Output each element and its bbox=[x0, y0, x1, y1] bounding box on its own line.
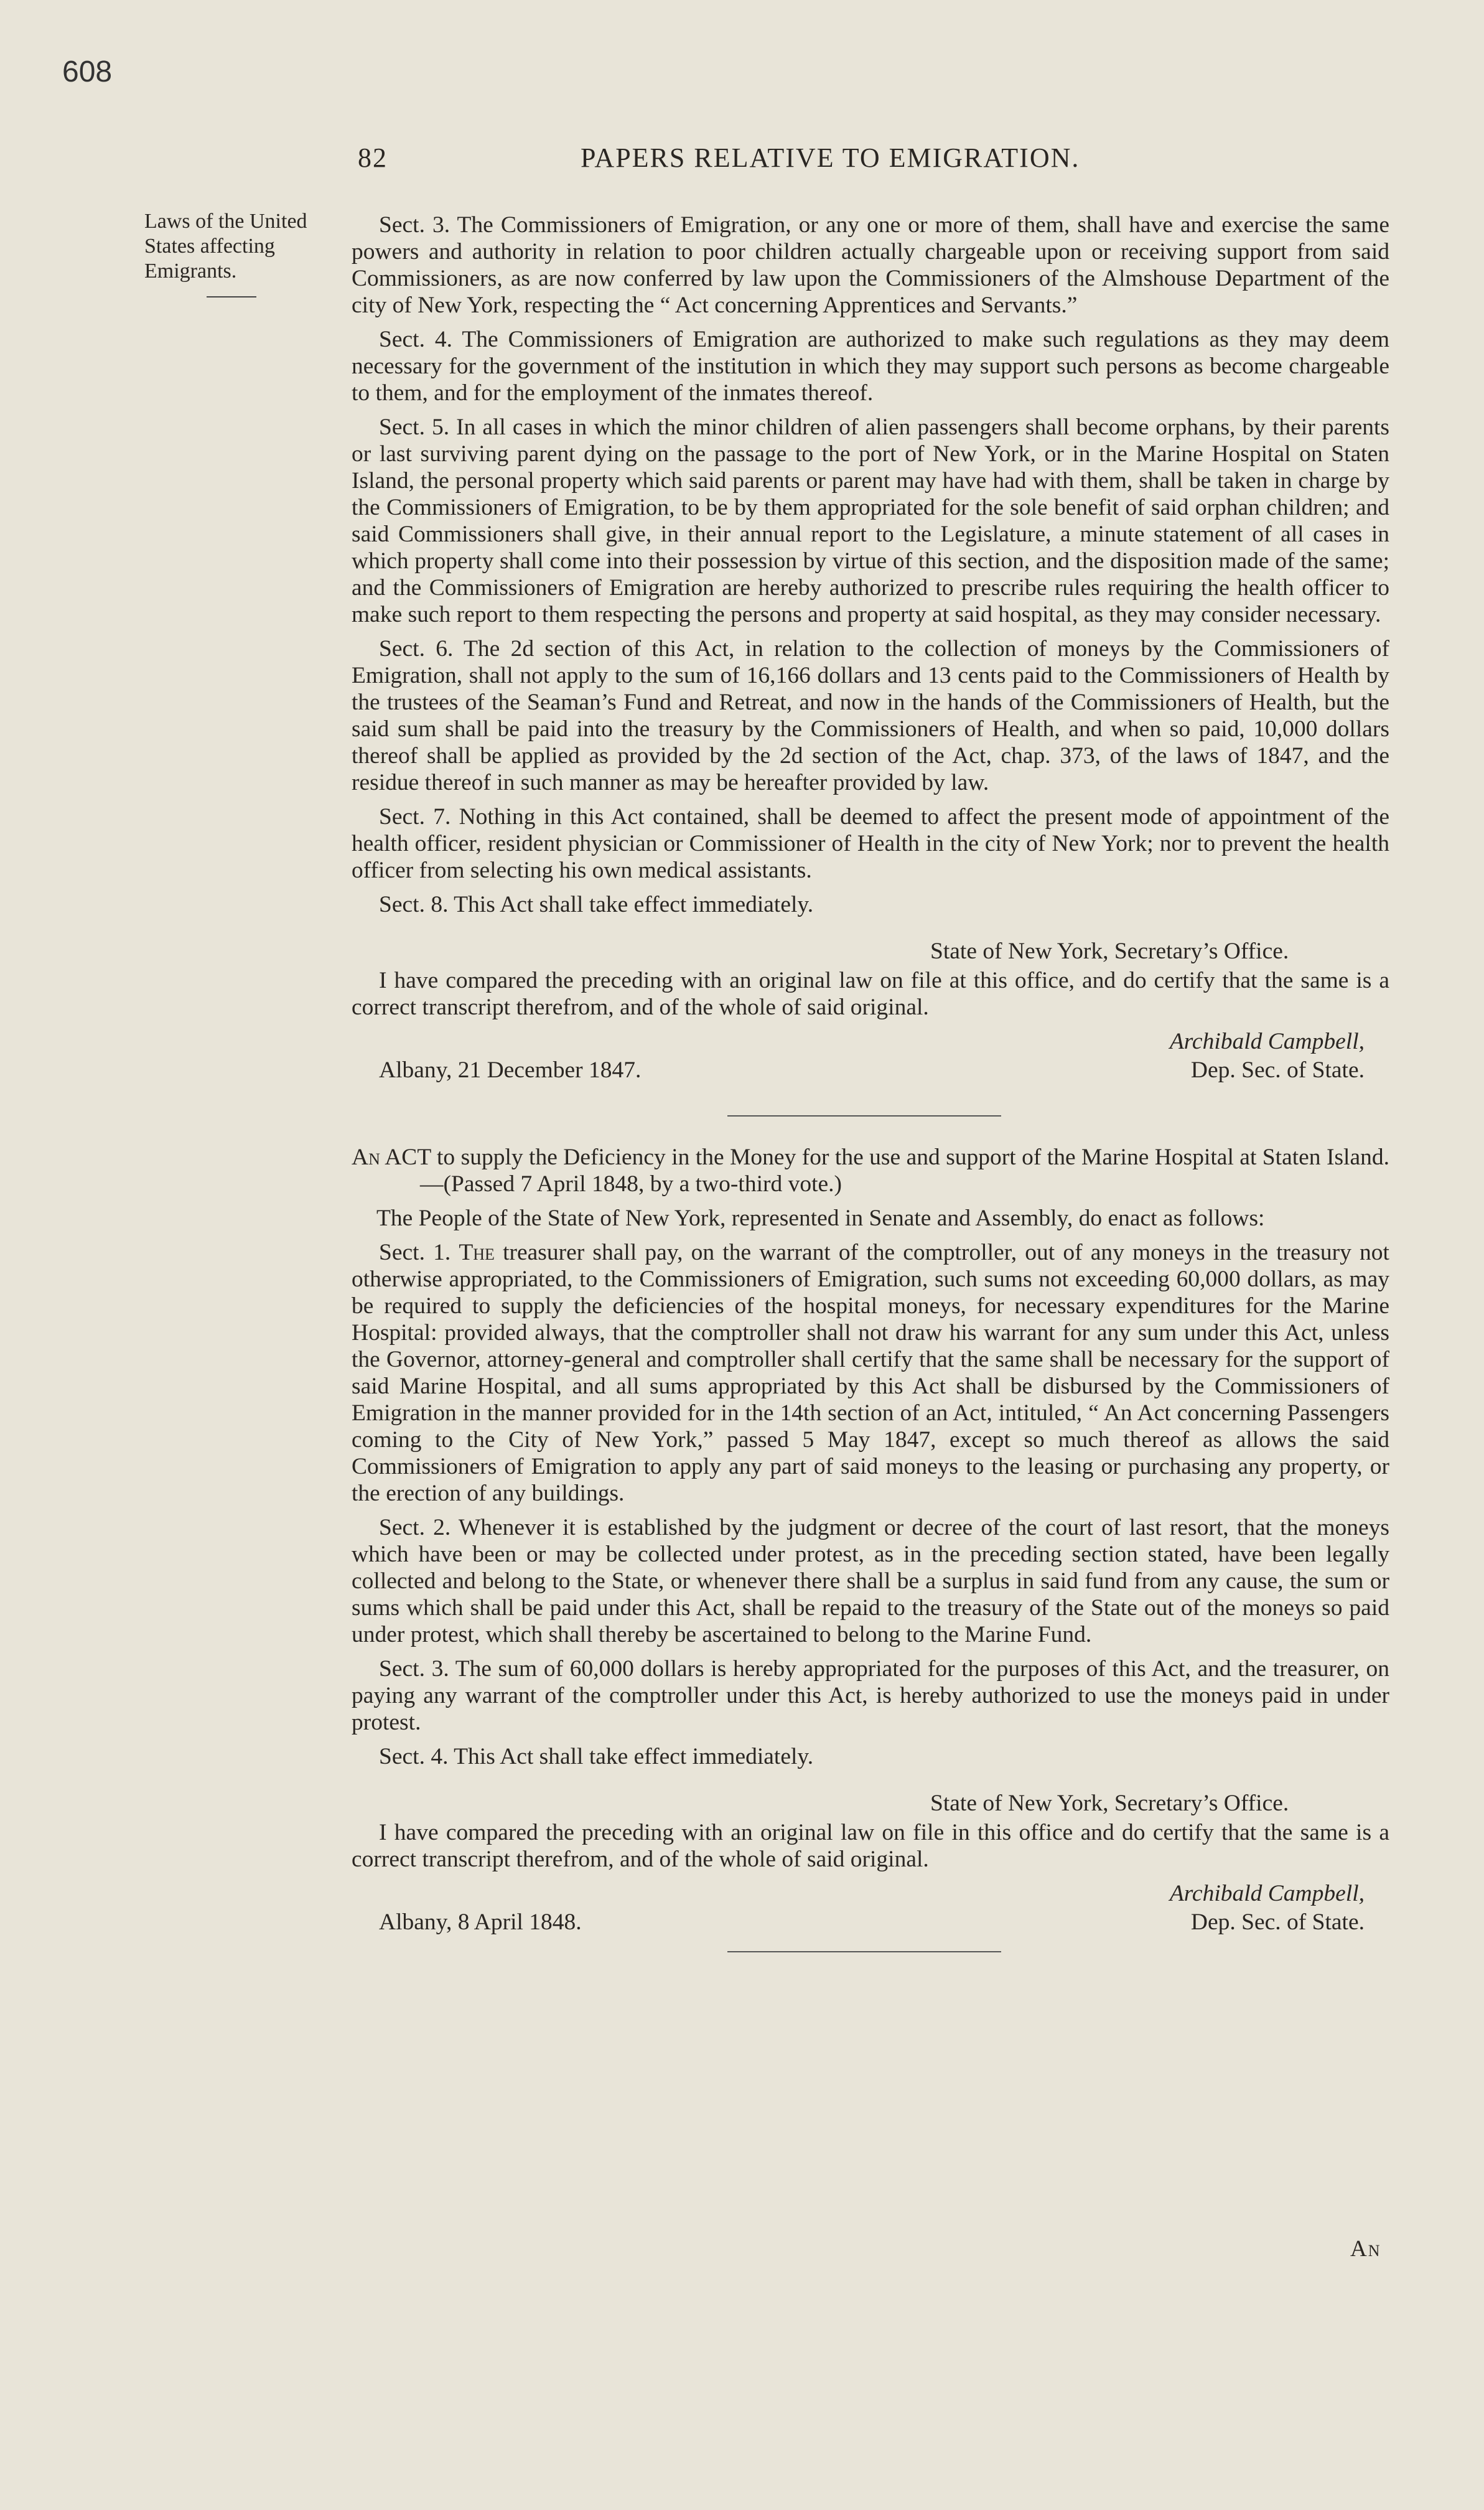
section-divider bbox=[727, 1115, 1001, 1117]
act2-section-2: Sect. 2. Whenever it is established by the judgment or decree of the court of last resort, that the moneys which have been or may be collected under protest, as in the preceding section stated, have been legally collected and belong to the State, or whenever there shall be a surplus in said fund from any cause, the sum or sums which shall be paid under this Act, shall be repaid to the treasury of the State out of the moneys so paid under protest, which shall thereby be ascertained to belong to the Marine Fund. bbox=[352, 1515, 1389, 1647]
act2-section-1-text: treasurer shall pay, on the warrant of the comptroller, out of any moneys in the treasury not otherwise appropriated, to the Commissioners of Emigration, such sums not exceeding 60,000 dollars, as may be required to supply the deficiencies of the hospital moneys, for necessary expenditures for the Marine Hospital: provided always, that the comptroller shall not draw his warrant for any sum under this Act, unless the Governor, attorney-general and comptroller shall certify that the same shall be necessary for the support of said Marine Hospital, and all sums appropriated by this Act shall be disbursed by the Commissioners of Emigration in the manner provided for in the 14th section of an Act, intituled, “ An Act concerning Passengers coming to the City of New York,” passed 5 May 1847, except so much thereof as allows the said Commissioners of Emigration to apply any part of said moneys to the leasing or purchasing any property, or the erection of any buildings. bbox=[352, 1240, 1389, 1506]
running-title: PAPERS RELATIVE TO EMIGRATION. bbox=[581, 143, 1080, 173]
margin-note-line: Emigrants. bbox=[144, 260, 237, 283]
page-number: 608 bbox=[62, 55, 113, 88]
act2-signer-title: Dep. Sec. of State. bbox=[1190, 1909, 1365, 1935]
act2-certificate-text: I have compared the preceding with an original law on file in this office and do certify that the same is a correct transcript therefrom, and of the whole of said original. bbox=[352, 1820, 1389, 1872]
act1-signature-block bbox=[352, 1028, 1389, 1087]
act1-section-8: Sect. 8. This Act shall take effect immediately. bbox=[379, 892, 814, 917]
act1-signer-title: Dep. Sec. of State. bbox=[1190, 1057, 1365, 1083]
act2-heading bbox=[352, 1144, 1389, 1197]
act2-heading-text: ACT to supply the Deficiency in the Money for the use and support of the Marine Hospital at Staten Island.—(Passed 7 April 1848, by a two-third vote.) bbox=[380, 1145, 1389, 1197]
act2-place-date: Albany, 8 April 1848. bbox=[379, 1909, 582, 1935]
act1-certificate-text: I have compared the preceding with an original law on file at this office, and do certify that the same is a correct transcript therefrom, and of the whole of said original. bbox=[352, 968, 1389, 1020]
margin-note-line: States affecting bbox=[144, 235, 275, 258]
act1-section-4: Sect. 4. The Commissioners of Emigration are authorized to make such regulations as they may deem necessary for the government of the institution in which they may support such persons as become chargeable to them, and for the employment of the inmates thereof. bbox=[352, 327, 1389, 406]
act1-section-7: Sect. 7. Nothing in this Act contained, shall be deemed to affect the present mode of appointment of the health officer, resident physician or Commissioner of Health in the city of New York; nor to prevent the health officer from selecting his own medical assistants. bbox=[352, 804, 1389, 883]
act2-section-4: Sect. 4. This Act shall take effect immediately. bbox=[379, 1744, 814, 1769]
margin-note bbox=[144, 209, 350, 297]
act1-section-6: Sect. 6. The 2d section of this Act, in relation to the collection of moneys by the Commissioners of Emigration, shall not apply to the sum of 16,166 dollars and 13 cents paid to the Commissioners of Health by the trustees of the Seaman’s Fund and Retreat, and now in the hands of the Commissioners of Health, but the said sum shall be paid into the treasury by the Commissioners of Health, and when so paid, 10,000 dollars thereof shall be applied as provided by the 2d section of the Act, chap. 373, of the laws of 1847, and the residue thereof in such manner as may be hereafter provided by law. bbox=[352, 636, 1389, 795]
act2-certificate-office: State of New York, Secretary’s Office. bbox=[930, 1791, 1289, 1816]
act2-section-1-lead: Sect. 1. bbox=[379, 1240, 459, 1265]
act2-signer: Archibald Campbell, bbox=[1169, 1881, 1365, 1906]
act1-place-date: Albany, 21 December 1847. bbox=[379, 1057, 642, 1083]
section-divider-bottom bbox=[727, 1951, 1001, 1952]
act2-section-3: Sect. 3. The sum of 60,000 dollars is hereby appropriated for the purposes of this Act, and the treasurer, on paying any warrant of the comptroller under this Act, is hereby authorized to use the moneys paid in under protest. bbox=[352, 1656, 1389, 1735]
act1-section-3: Sect. 3. The Commissioners of Emigration, or any one or more of them, shall have and exercise the same powers and authority in relation to poor children actually chargeable upon or receiving support from said Commissioners, as are now conferred by law upon the Commissioners of the Almshouse Department of the city of New York, respecting the “ Act concerning Apprentices and Servants.” bbox=[352, 212, 1389, 318]
act2-section-1-the: The bbox=[459, 1240, 495, 1265]
act1-signer: Archibald Campbell, bbox=[1169, 1029, 1365, 1054]
act2-heading-lead: An bbox=[352, 1145, 380, 1170]
act1-certificate-office: State of New York, Secretary’s Office. bbox=[930, 939, 1289, 964]
catchword: An bbox=[1350, 2236, 1381, 2262]
margin-rule bbox=[207, 296, 256, 297]
margin-note-line: Laws of the United bbox=[144, 210, 307, 233]
act1-section-5: Sect. 5. In all cases in which the minor children of alien passengers shall become orphans, by their parents or last surviving parent dying on the passage to the port of New York, or in the Marine Hospital on Staten Island, the personal property which said parents or parent may have had with them, shall be taken in charge by the Commissioners of Emigration, to be by them appropriated for the sole benefit of said orphan children; and said Commissioners shall give, in their annual report to the Legislature, a minute statement of all cases in which property shall come into their possession by virtue of this section, and the disposition made of the same; and the Commissioners of Emigration are hereby authorized to prescribe rules requiring the health officer to make such report to them respecting the persons and property at said hospital, as they may consider necessary. bbox=[352, 414, 1389, 627]
act2-enacting-clause: The People of the State of New York, represented in Senate and Assembly, do enact as follows: bbox=[376, 1206, 1265, 1231]
body-text bbox=[352, 212, 1389, 1980]
folio-number: 82 bbox=[358, 143, 388, 173]
act2-signature-block bbox=[352, 1880, 1389, 1939]
act2-section-1 bbox=[352, 1239, 1389, 1507]
